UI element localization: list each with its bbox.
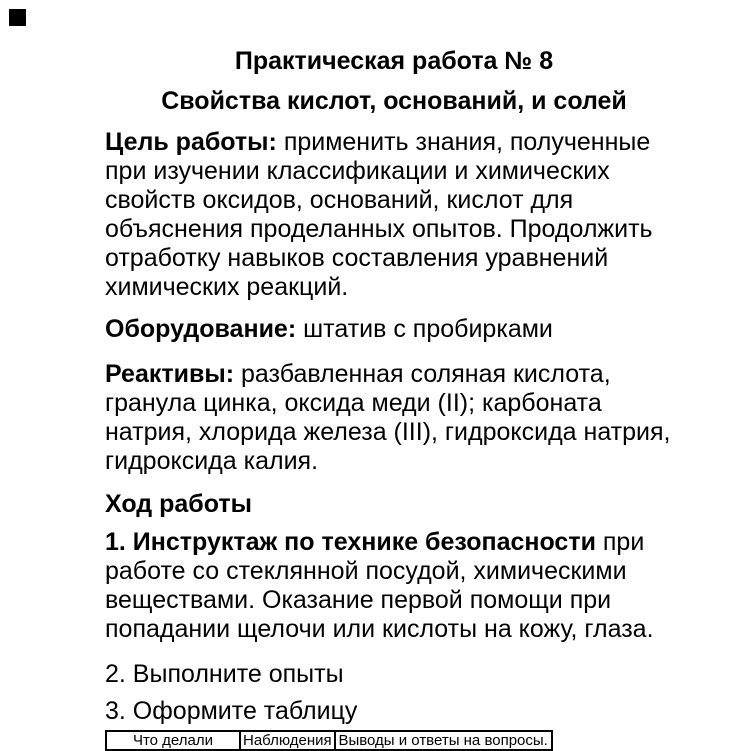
step-fill-table: 3. Оформите таблицу [105,697,358,725]
step-safety-text: при работе со стеклянной посудой, химическими веществами. Оказание первой помощи при попадании щелочи или кислоты на кожу, глаза. [105,528,654,643]
step-safety-bold-text: 1. Инструктаж по технике безопасности [105,528,596,556]
paragraph-reagents [105,360,683,476]
page-subtitle: Свойства кислот, оснований, и солей [161,87,627,115]
reagents-label: Реактивы: [105,360,235,388]
page-title: Практическая работа № 8 [234,47,554,75]
step-safety-briefing [105,528,683,644]
equipment-label: Оборудование: [105,315,297,343]
paragraph-equipment [105,315,683,344]
equipment-text: штатив с пробирками [303,315,553,343]
document-page [105,46,683,751]
results-table-header-observations: Наблюдения [240,731,335,750]
paragraph-goal [105,128,683,302]
results-table-header-conclusions: Выводы и ответы на вопросы. [335,731,552,750]
results-table [105,730,553,751]
goal-label: Цель работы: [105,128,277,156]
goal-text: применить знания, полученные при изучении классификации и химических свойств оксидов, оснований, кислот для объяснения проделанных опытов. Продолжить отработку навыков составления уравнений химических реакций. [105,128,653,301]
step-perform-experiments: 2. Выполните опыты [105,660,344,688]
black-square-marker [9,9,26,26]
reagents-text: разбавленная соляная кислота, гранула цинка, оксида меди (II); карбоната натрия, хлорида железа (III), гидроксида натрия, гидроксида калия. [105,360,671,475]
results-table-header-row [106,731,552,750]
procedure-heading: Ход работы [105,490,252,518]
results-table-header-did: Что делали [106,731,240,750]
